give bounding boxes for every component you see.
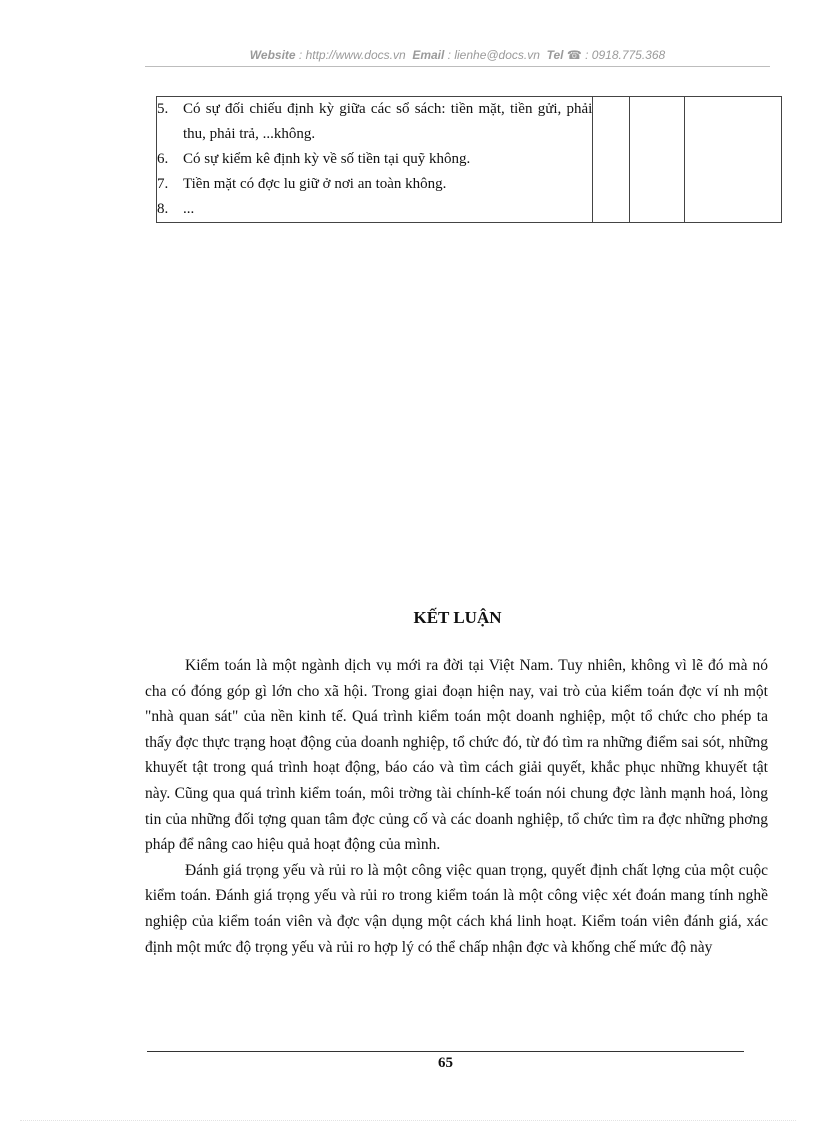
item-text: ... xyxy=(183,201,195,217)
conclusion-body xyxy=(145,653,768,960)
item-text: Tiền mặt có đợc lu giữ ở nơi an toàn không. xyxy=(183,176,447,192)
checklist-table xyxy=(156,96,782,223)
paragraph: Kiểm toán là một ngành dịch vụ mới ra đời tại Việt Nam. Tuy nhiên, không vì lẽ đó mà nó cha có đóng góp gì lớn cho xã hội. Trong giai đoạn hiện nay, vai trò của kiểm toán đợc ví nh một "nhà quan sát" của nền kinh tế. Quá trình kiểm toán một doanh nghiệp, một tổ chức cho phép ta thấy đợc thực trạng hoạt động của doanh nghiệp, tổ chức đó, từ đó tìm ra những điểm sai sót, những khuyết tật trong quá trình hoạt động, báo cáo và tìm cách giải quyết, khắc phục những khuyết tật này. Cũng qua quá trình kiểm toán, môi trờng tài chính-kế toán nói chung đợc lành mạnh hoá, lòng tin của những đối tợng quan tâm đợc củng cố và các doanh nghiệp, tổ chức tìm ra đợc những phơng pháp để nâng cao hiệu quả hoạt động của mình. xyxy=(145,657,768,854)
item-number: 8. xyxy=(157,201,169,217)
list-item xyxy=(157,97,592,147)
list-item xyxy=(157,147,592,172)
page-header xyxy=(145,48,770,62)
item-text: Có sự kiểm kê định kỳ về số tiền tại quỹ không. xyxy=(183,151,471,167)
list-item xyxy=(157,197,592,222)
list-item xyxy=(157,172,592,197)
tel-label: Tel xyxy=(546,48,564,62)
header-divider xyxy=(145,66,770,67)
email-label: Email xyxy=(412,48,445,62)
website-value: : http://www.docs.vn xyxy=(298,48,406,62)
paragraph: Đánh giá trọng yếu và rủi ro là một công việc quan trọng, quyết định chất lợng của một cuộc kiểm toán. Đánh giá trọng yếu và rủi ro trong kiểm toán là một công việc xét đoán mang tính nghề nghiệp của kiểm toán viên và đợc vận dụng một cách khá linh hoạt. Kiểm toán viên đánh giá, xác định một mức độ trọng yếu và rủi ro hợp lý có thể chấp nhận đợc và khống chế mức độ này xyxy=(145,861,768,956)
page-number: 65 xyxy=(438,1055,453,1071)
question-cell xyxy=(157,97,593,223)
item-number: 7. xyxy=(157,176,169,192)
table-row xyxy=(157,97,782,223)
phone-icon: ☎ xyxy=(566,48,582,62)
website-label: Website xyxy=(249,48,296,62)
item-number: 6. xyxy=(157,151,169,167)
footer-divider xyxy=(147,1051,744,1052)
item-number: 5. xyxy=(157,101,169,117)
item-text: Có sự đối chiếu định kỳ giữa các sổ sách: tiền mặt, tiền gửi, phải thu, phải trả, ...không. xyxy=(183,101,593,142)
page-edge-divider xyxy=(20,1120,796,1121)
tel-value: : 0918.775.368 xyxy=(585,48,666,62)
section-title: KẾT LUẬN xyxy=(413,608,502,627)
answer-cell-1 xyxy=(593,97,630,223)
answer-cell-3 xyxy=(685,97,782,223)
answer-cell-2 xyxy=(630,97,685,223)
email-value: : lienhe@docs.vn xyxy=(447,48,540,62)
